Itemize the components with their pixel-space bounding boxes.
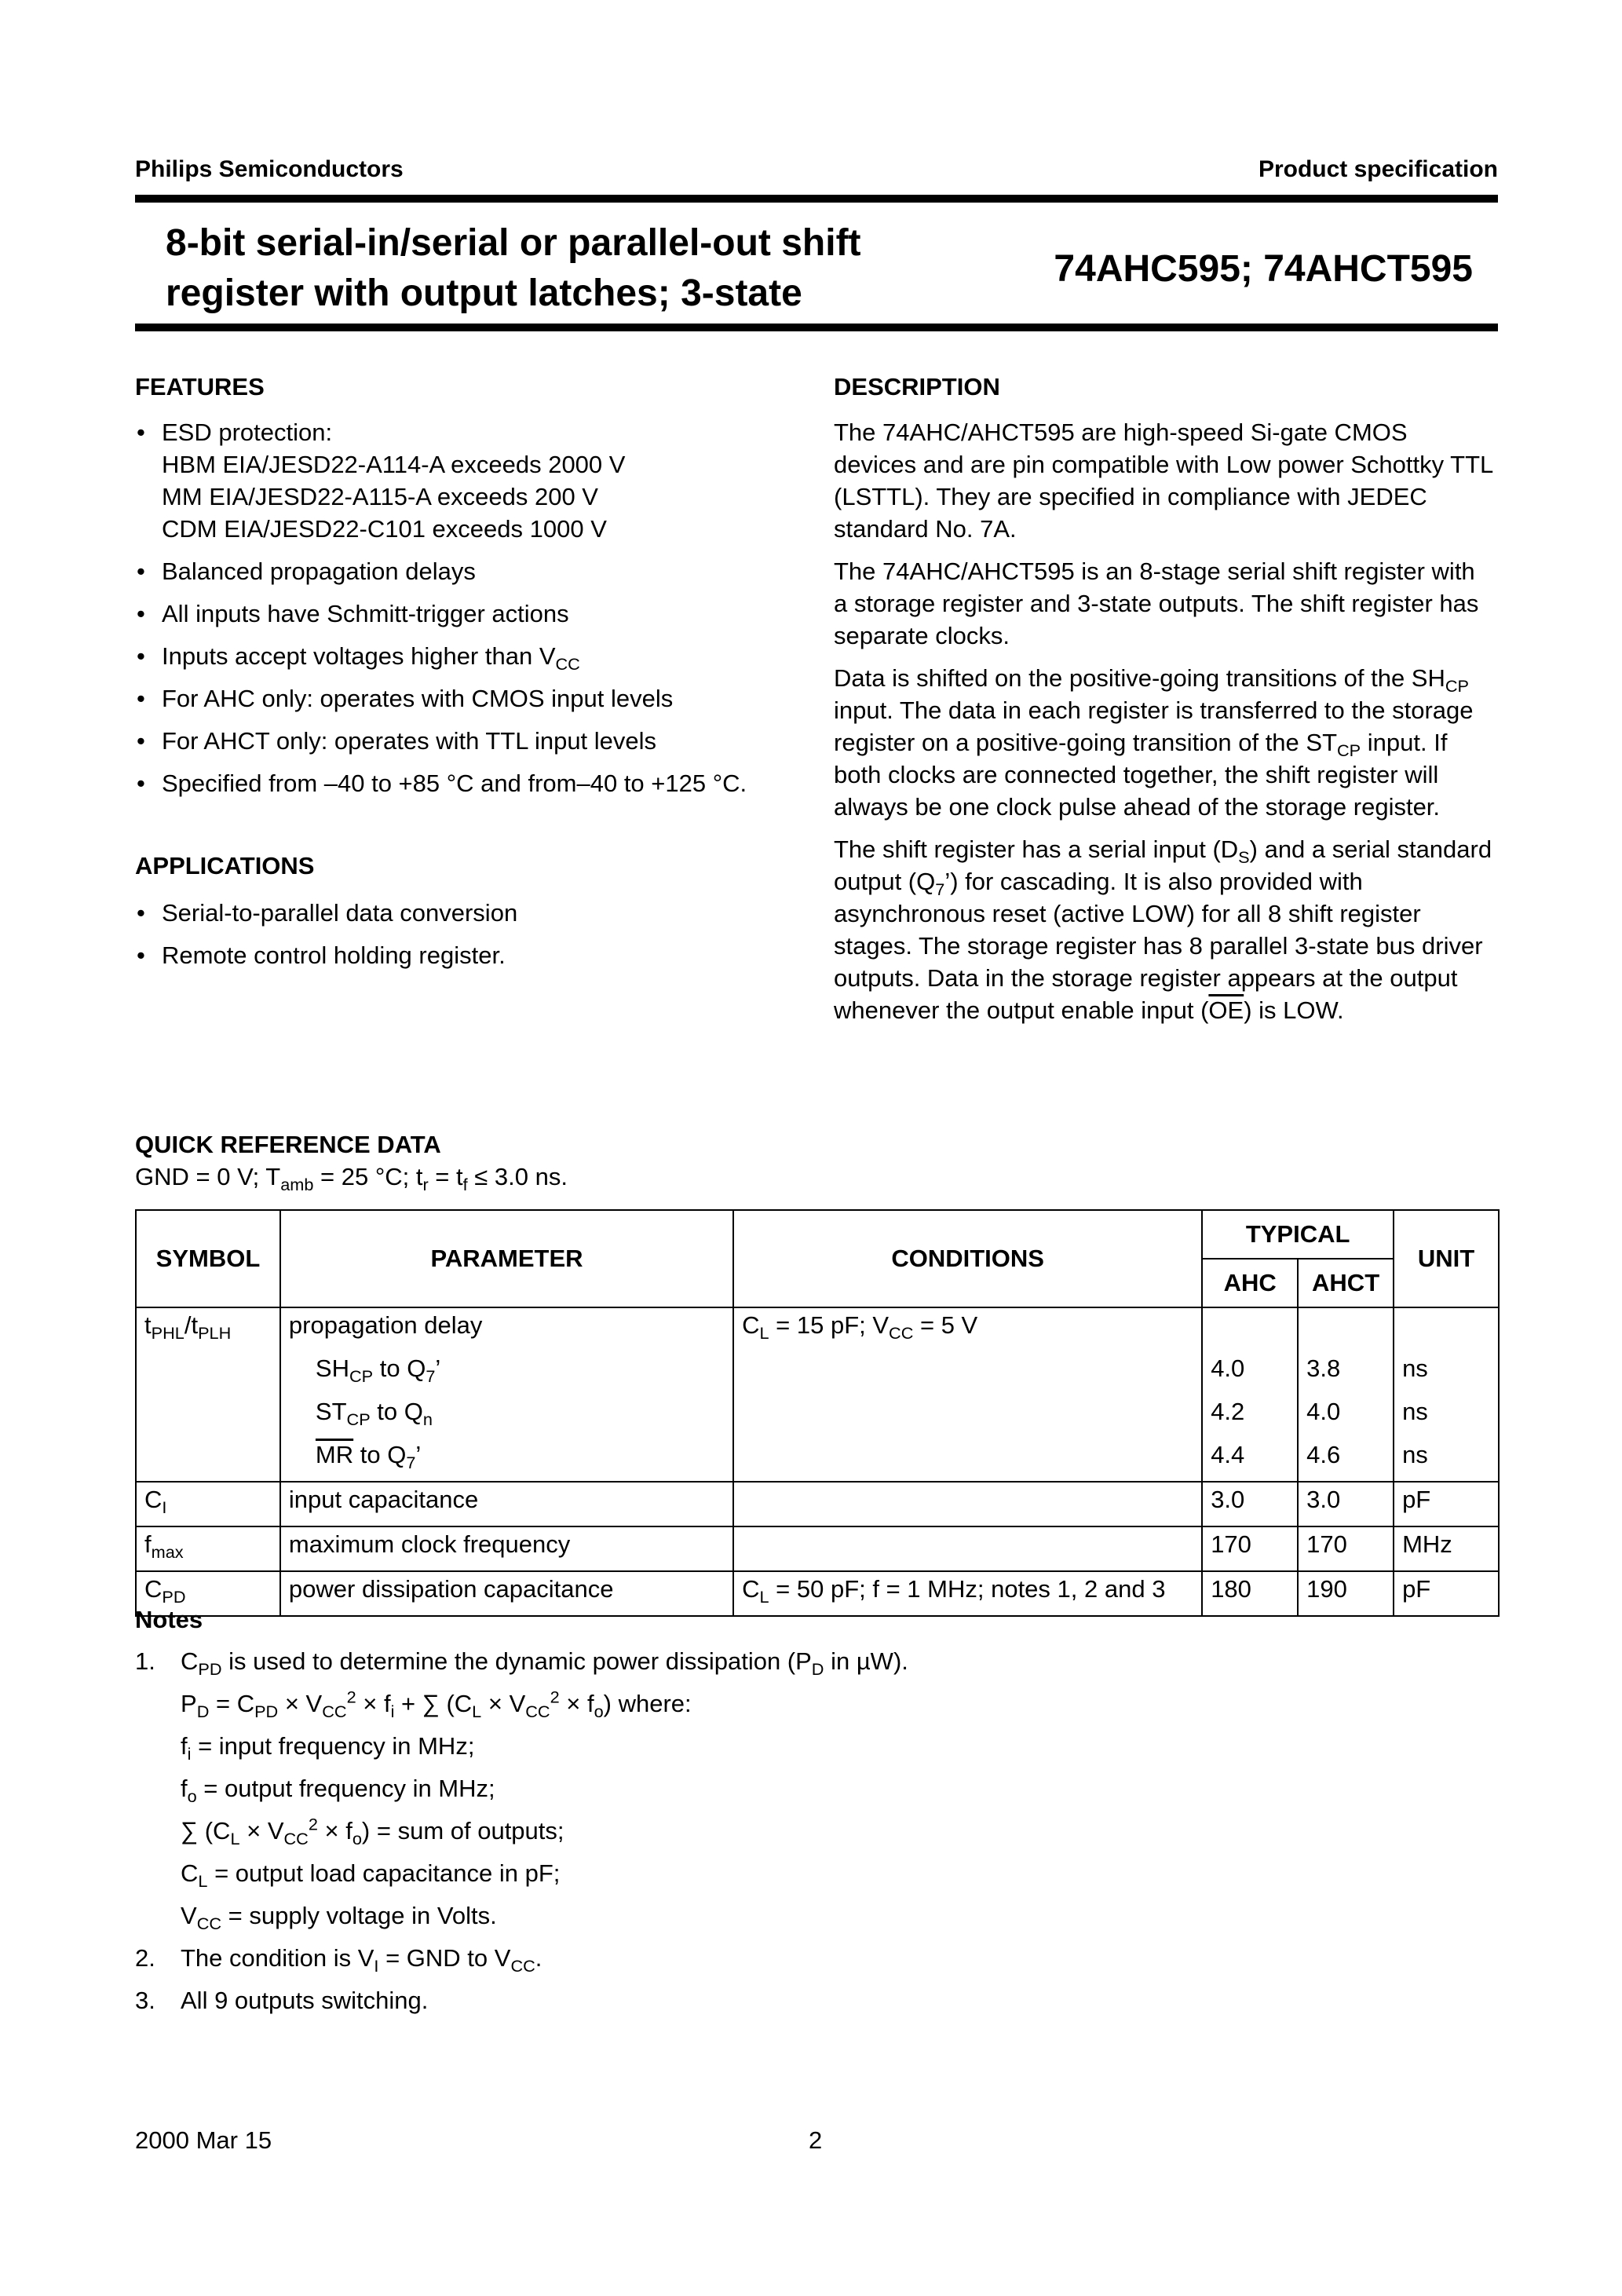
cell-ahct: 3.8 [1298, 1351, 1394, 1395]
cell-unit: ns [1394, 1438, 1499, 1482]
col-unit: UNIT [1394, 1210, 1499, 1307]
header-rule-bottom [135, 324, 1498, 331]
description-paragraph: The 74AHC/AHCT595 are high-speed Si-gate CMOS devices and are pin compatible with Low power Schottky TTL (LSTTL). They are specified in compliance with JEDEC standard No. 7A. [834, 419, 1493, 543]
qrd-heading: QUICK REFERENCE DATA [135, 1131, 441, 1158]
col-parameter: PARAMETER [280, 1210, 733, 1307]
table-row [136, 1351, 1499, 1395]
list-item: • For AHC only: operates with CMOS input levels [135, 682, 818, 715]
table-row [136, 1438, 1499, 1482]
quick-reference-table [135, 1209, 1500, 1617]
table-row [136, 1482, 1499, 1526]
cell-conditions: $C_L = 15$ pF; $V_{CC} = 5$ V [733, 1307, 1202, 1351]
cell-parameter: $\overline{MR}$ to $Q_7$’ [280, 1438, 733, 1482]
table-row [136, 1307, 1499, 1351]
cell-parameter: propagation delay [280, 1307, 733, 1351]
table-row [136, 1526, 1499, 1571]
list-item: • Remote control holding register. [135, 939, 818, 971]
table-row [136, 1395, 1499, 1438]
list-item: • Serial-to-parallel data conversion [135, 897, 818, 929]
col-ahct: AHCT [1298, 1259, 1394, 1307]
col-typical: TYPICAL [1202, 1210, 1394, 1259]
list-item: • All inputs have Schmitt-trigger actions [135, 598, 818, 630]
cell-parameter: input capacitance [280, 1482, 733, 1526]
cell-ahc: 4.2 [1202, 1395, 1298, 1438]
company-name: Philips Semiconductors [135, 156, 404, 182]
document-type: Product specification [1258, 156, 1498, 182]
note-item: 1. $C_{PD}$ is used to determine the dynamic power dissipation ($P_D$ in µW). [135, 1647, 908, 1680]
cell-symbol: $C_{PD}$ [136, 1571, 280, 1616]
description-paragraph: The 74AHC/AHCT595 is an 8-stage serial shift register with a storage register and 3-state outputs. The shift register has separate clocks. [834, 558, 1479, 649]
note-formula: $P_D = C_{PD} \times V_{CC}^2 \times f_i$ + ∑ $(C_L \times V_{CC}^2 \times f_o)$ where: [181, 1687, 692, 1722]
cell-ahc: 3.0 [1202, 1482, 1298, 1526]
cell-ahct: 4.6 [1298, 1438, 1394, 1482]
notes-section [135, 1606, 1077, 2027]
cell-ahc: 170 [1202, 1526, 1298, 1571]
part-numbers: 74AHC595; 74AHCT595 [1054, 248, 1473, 290]
cell-parameter: $ST_{CP}$ to $Q_n$ [280, 1395, 733, 1438]
description-paragraph: Data is shifted on the positive-going transitions of the $SH_{CP}$ input. The data in each register is transferred to the storage register on a positive-going transition of the $ST_{CP}$ input. If both clocks are connected together, the shift register will always be one clock pulse ahead of the storage register. [834, 664, 1474, 821]
cell-unit: MHz [1394, 1526, 1499, 1571]
description-paragraph: The shift register has a serial input $(D_S)$ and a serial standard output $(Q_7’)$ for cascading. It is also provided with asynchronous reset (active LOW) for all 8 shift register stages. The storage register has 8 parallel 3-state bus driver outputs. Data in the storage register appears at the output whenever the output enable input $(\overline{OE})$ is LOW. [834, 835, 1492, 1024]
cell-ahct: 3.0 [1298, 1482, 1394, 1526]
description-body [834, 416, 1493, 1036]
cell-symbol: $C_I$ [136, 1482, 280, 1526]
page-number: 2 [809, 2126, 823, 2154]
col-conditions: CONDITIONS [733, 1210, 1202, 1307]
note-item: 3. All 9 outputs switching. [135, 1987, 429, 2014]
cell-unit: pF [1394, 1482, 1499, 1526]
page-title: 8-bit serial-in/serial or parallel-out shift register with output latches; 3-state [166, 222, 861, 314]
notes-heading: Notes [135, 1606, 203, 1633]
note-formula: $C_L$ = output load capacitance in pF; [181, 1859, 561, 1892]
description-heading: DESCRIPTION [834, 373, 1000, 400]
features-heading: FEATURES [135, 373, 265, 400]
col-ahc: AHC [1202, 1259, 1298, 1307]
cell-ahc: 4.4 [1202, 1438, 1298, 1482]
applications-list [135, 897, 818, 982]
cell-parameter: $SH_{CP}$ to $Q_7$’ [280, 1351, 733, 1395]
list-item: • Specified from –40 to +85 °C and from–40 to +125 °C. [135, 767, 818, 799]
cell-ahct: 170 [1298, 1526, 1394, 1571]
cell-parameter: maximum clock frequency [280, 1526, 733, 1571]
note-item: 2. The condition is $V_I$ = GND to $V_{CC}$. [135, 1944, 542, 1976]
cell-unit: pF [1394, 1571, 1499, 1616]
note-formula: $f_o$ = output frequency in MHz; [181, 1775, 495, 1807]
qrd-conditions: GND = 0 V; $T_{amb} = 25$ °C; $t_r = t_f \le 3.0$ ns. [135, 1163, 568, 1195]
header-rule-top [135, 195, 1498, 203]
cell-ahc: 4.0 [1202, 1351, 1298, 1395]
applications-heading: APPLICATIONS [135, 852, 315, 879]
list-item: • For AHCT only: operates with TTL input levels [135, 725, 818, 757]
note-formula: $f_i$ = input frequency in MHz; [181, 1732, 475, 1764]
cell-unit: ns [1394, 1395, 1499, 1438]
list-item: • Balanced propagation delays [135, 555, 818, 587]
cell-ahc: 180 [1202, 1571, 1298, 1616]
footer-date: 2000 Mar 15 [135, 2126, 272, 2154]
cell-ahct: 190 [1298, 1571, 1394, 1616]
note-formula: ∑ $(C_L \times V_{CC}^2 \times f_o)$ = sum of outputs; [181, 1814, 564, 1849]
cell-symbol: $f_{max}$ [136, 1526, 280, 1571]
cell-parameter: power dissipation capacitance [280, 1571, 733, 1616]
cell-symbol: $t_{PHL}/t_{PLH}$ [136, 1307, 280, 1351]
cell-unit: ns [1394, 1351, 1499, 1395]
list-item: • ESD protection: HBM EIA/JESD22-A114-A exceeds 2000 V MM EIA/JESD22-A115-A exceeds 200 V CDM EIA/JESD22-C101 exceeds 1000 V [135, 416, 818, 545]
cell-conditions: $C_L = 50$ pF; f = 1 MHz; notes 1, 2 and 3 [733, 1571, 1202, 1616]
cell-ahct: 4.0 [1298, 1395, 1394, 1438]
note-formula: $V_{CC}$ = supply voltage in Volts. [181, 1902, 497, 1934]
features-list [135, 416, 818, 810]
col-symbol: SYMBOL [136, 1210, 280, 1307]
list-item: • Inputs accept voltages higher than $V_{CC}$ [135, 640, 818, 672]
